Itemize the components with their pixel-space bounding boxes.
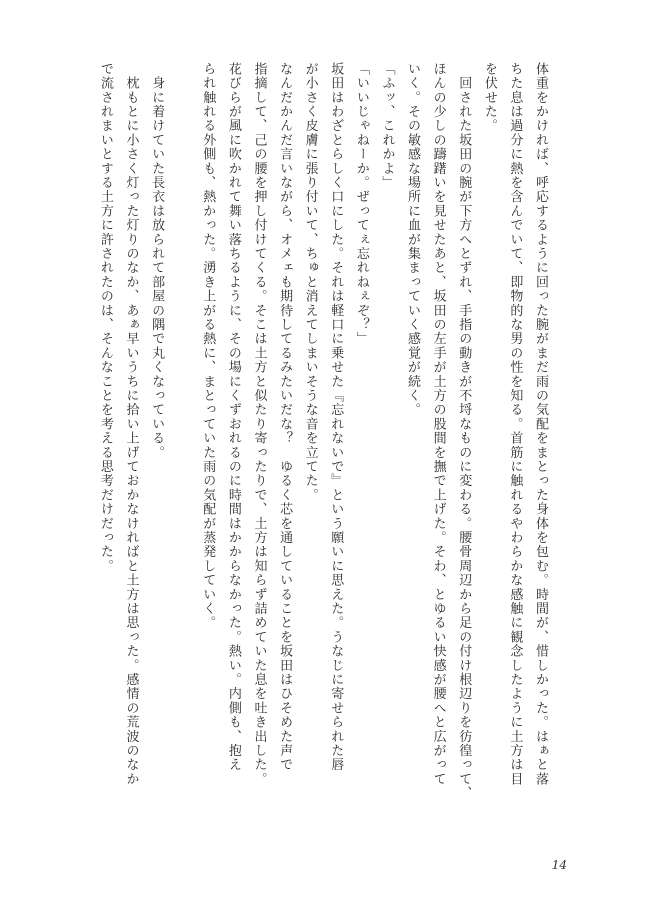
blank-line xyxy=(169,62,195,822)
text-line: なんだかんだ言いながら、オメェも期待してるみたいだな？ ゆるく芯を通していることを坂田はひそめた声で xyxy=(277,62,293,772)
text-line: 枕もとに小さく灯った灯りのなか、あぁ早いうちに拾い上げておかなければと土方は思った。感情の荒波のなか xyxy=(123,62,139,787)
text-line: 花びらが風に吹かれて舞い落ちるように、その場にくずおれるのに時間はかからなかった。熱い。内側も、抱え xyxy=(225,62,241,772)
page-number: 14 xyxy=(551,858,567,872)
text-line: 「ふッ、これかよ」 xyxy=(379,62,395,190)
text-line: を伏せた。 xyxy=(481,62,497,133)
text-line: られ触れる外側も、熱かった。湧き上がる熱に、まとっていた雨の気配が蒸発していく。 xyxy=(200,62,216,630)
text-line: 指摘して、己の腰を押し付けてくる。そこは土方と似たり寄ったりで、土方は知らず詰めていた息を吐き出した。 xyxy=(251,62,267,787)
text-line: 身に着けていた長衣は放られて部屋の隅で丸くなっている。 xyxy=(149,62,165,460)
text-line: が小さく皮膚に張り付いて、ちゅと消えてしまいそうな音を立てた。 xyxy=(302,62,318,503)
text-line: で流されまいとする土方に許されたのは、そんなことを考える思考だけだった。 xyxy=(97,62,113,574)
text-line: 「いいじゃねーか。ぜってぇ忘れねぇぞ？」 xyxy=(353,62,369,346)
text-line: 回された坂田の腕が下方へとずれ、手指の動きが不埒なものに変わる。腰骨周辺から足の付け根辺りを彷徨って、 xyxy=(456,62,472,801)
text-line: 坂田はわざとらしく口にした。それは軽口に乗せた『忘れないで』という願いに思えた。うなじに寄せられた唇 xyxy=(328,62,344,772)
text-line: ちた息は過分に熱を含んでいて、即物的な男の性を知る。首筋に触れるやわらかな感触に観念したように土方は目 xyxy=(507,62,523,787)
text-line: ほんの少しの躊躇いを見せたあと、坂田の左手が土方の股間を撫で上げた。そわ、とゆるい快感が腰へと広がって xyxy=(430,62,446,787)
vertical-text-body xyxy=(92,62,553,822)
text-line: 体重をかければ、呼応するように回った腕がまだ雨の気配をまとった身体を包む。時間が、惜しかった。はぁと落 xyxy=(533,62,548,787)
text-line: いく。その敏感な場所に血が集まっていく感覚が続く。 xyxy=(405,62,421,417)
